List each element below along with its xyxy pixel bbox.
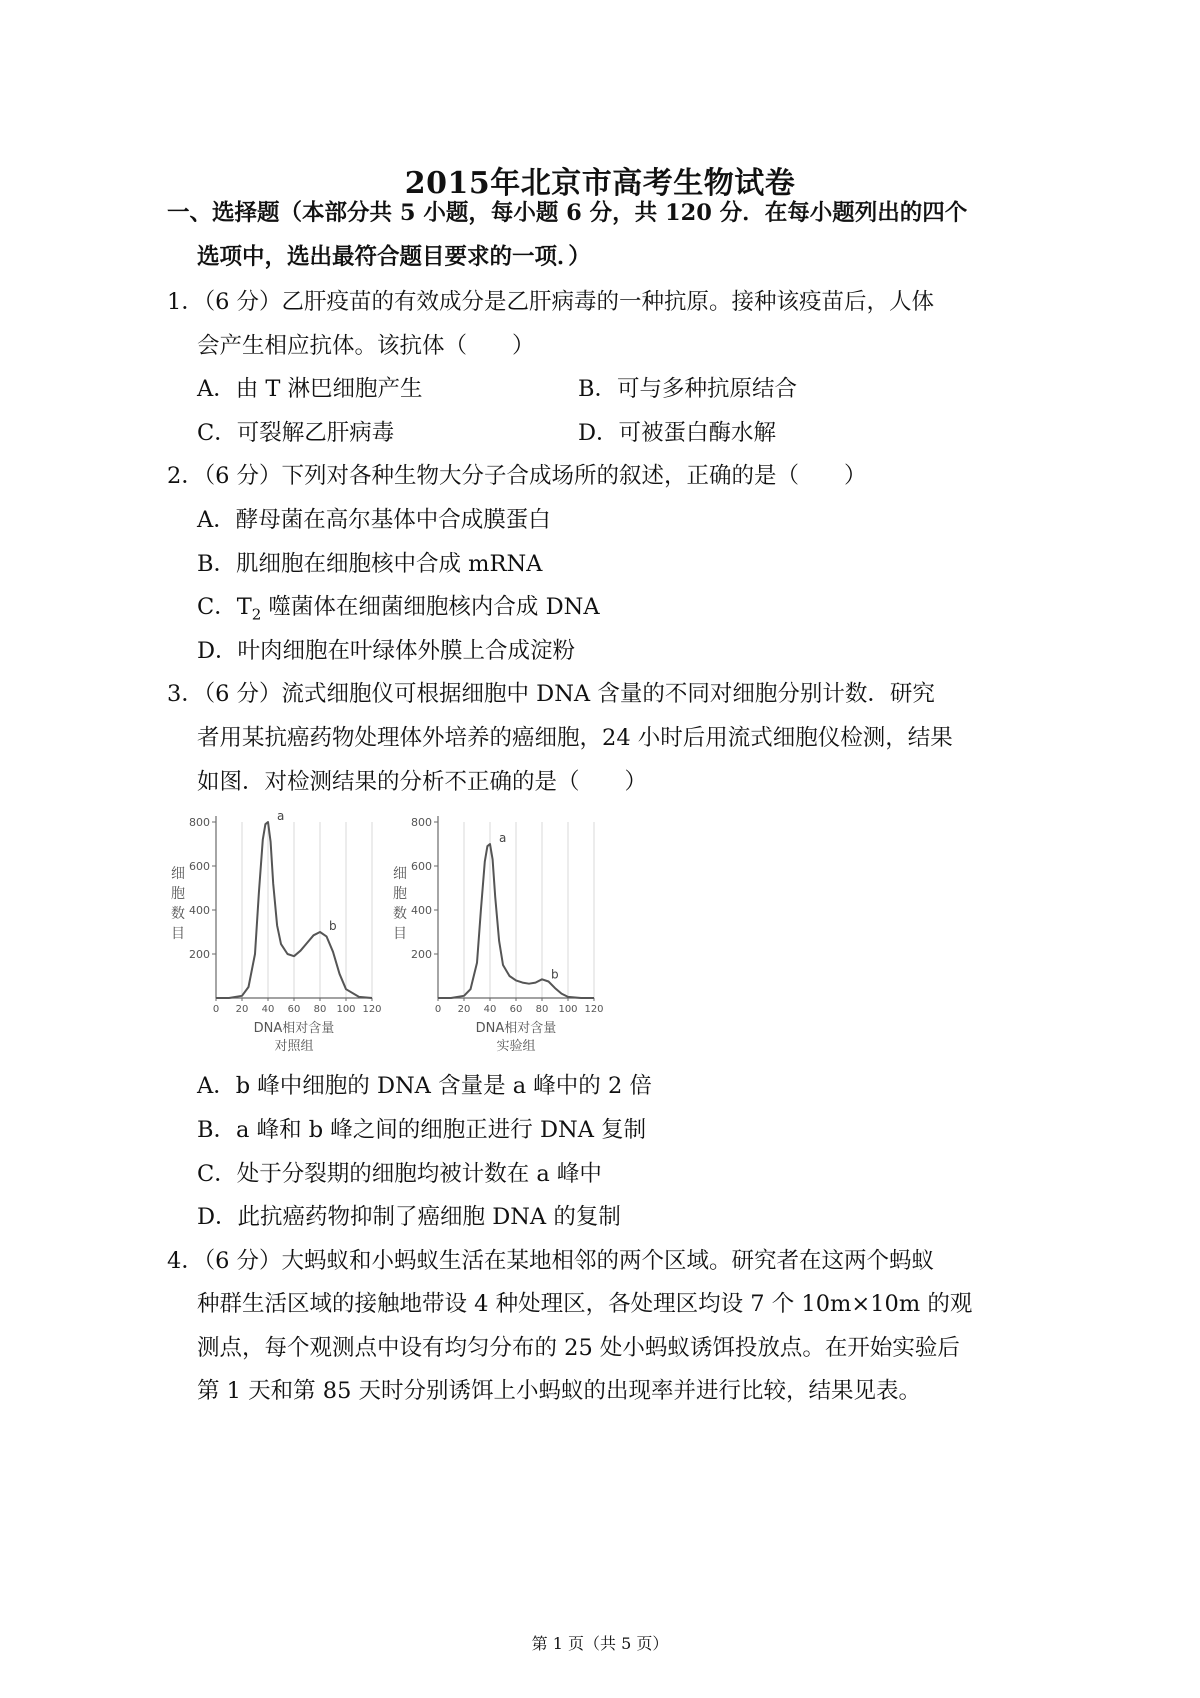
chart-title: 实验组 [496, 1039, 536, 1052]
q2-option-c-text: 噬菌体在细菌细胞核内合成 DNA [261, 594, 600, 620]
x-tick-label: 20 [457, 1004, 471, 1015]
x-tick-label: 60 [509, 1004, 523, 1015]
y-tick-label: 600 [411, 860, 432, 873]
q1-stem-cont: 会产生相应抗体。该抗体（ ） [197, 333, 535, 359]
q4-stem-cont: 种群生活区域的接触地带设 4 种处理区，各处理区均设 7 个 10m×10m 的观 [197, 1291, 973, 1317]
y-axis-label-char: 胞 [171, 886, 185, 902]
page-title: 2015年北京市高考生物试卷 [404, 166, 796, 201]
q3-option-b: B．a 峰和 b 峰之间的细胞正进行 DNA 复制 [197, 1117, 647, 1143]
y-axis-label-char: 细 [393, 866, 407, 882]
y-tick-label: 400 [189, 904, 210, 917]
q2-option-c-prefix: C．T [197, 594, 252, 620]
x-tick-label: 0 [212, 1004, 220, 1015]
q2-option-c [197, 592, 600, 630]
q3-stem-cont2: 如图．对检测结果的分析不正确的是（ ） [197, 769, 648, 795]
x-tick-label: 60 [287, 1004, 301, 1015]
y-axis-label-char: 目 [393, 926, 407, 942]
y-axis-label-char: 数 [171, 906, 185, 922]
x-tick-label: 80 [535, 1004, 549, 1015]
y-tick-label: 400 [411, 904, 432, 917]
q2-option-b: B．肌细胞在细胞核中合成 mRNA [197, 551, 543, 577]
y-axis-label-char: 细 [171, 866, 185, 882]
q3-option-a: A．b 峰中细胞的 DNA 含量是 a 峰中的 2 倍 [197, 1073, 652, 1099]
q3-option-d: D．此抗癌药物抑制了癌细胞 DNA 的复制 [197, 1204, 621, 1230]
q1-option-b: B．可与多种抗原结合 [578, 376, 798, 402]
y-tick-label: 200 [189, 948, 210, 961]
q1-option-a: A．由 T 淋巴细胞产生 [197, 376, 423, 402]
x-axis-label: DNA相对含量 [475, 1021, 557, 1036]
y-tick-label: 600 [189, 860, 210, 873]
q2-option-c-subscript: 2 [251, 605, 262, 624]
x-axis-label: DNA相对含量 [253, 1021, 335, 1036]
chart-title: 对照组 [274, 1039, 314, 1052]
x-tick-label: 20 [235, 1004, 249, 1015]
peak-label: a [277, 812, 285, 823]
section-heading: 一、选择题（本部分共 5 小题，每小题 6 分，共 120 分．在每小题列出的四个 [167, 200, 968, 226]
x-tick-label: 100 [336, 1004, 356, 1015]
q3-option-c: C．处于分裂期的细胞均被计数在 a 峰中 [197, 1161, 602, 1187]
y-axis-label-char: 胞 [393, 886, 407, 902]
q2-stem: 2．（6 分）下列对各种生物大分子合成场所的叙述，正确的是（ ） [167, 463, 867, 489]
q1-option-c: C．可裂解乙肝病毒 [197, 420, 395, 446]
x-tick-label: 120 [584, 1004, 604, 1015]
x-tick-label: 40 [483, 1004, 497, 1015]
y-axis-label-char: 数 [393, 906, 407, 922]
peak-label: a [499, 831, 507, 845]
section-heading-cont: 选项中，选出最符合题目要求的一项．） [197, 244, 591, 270]
histogram-experiment-svg [384, 812, 604, 1052]
q4-stem-cont2: 测点，每个观测点中设有均匀分布的 25 处小蚂蚁诱饵投放点。在开始实验后 [197, 1335, 960, 1361]
x-tick-label: 120 [362, 1004, 382, 1015]
x-tick-label: 100 [558, 1004, 578, 1015]
dna-histogram-experiment [384, 812, 604, 1052]
peak-label: b [551, 967, 559, 982]
q4-stem-cont3: 第 1 天和第 85 天时分别诱饵上小蚂蚁的出现率并进行比较，结果见表。 [197, 1378, 922, 1404]
q1-option-d: D．可被蛋白酶水解 [578, 420, 777, 446]
q2-option-a: A．酵母菌在高尔基体中合成膜蛋白 [197, 507, 551, 533]
histogram-control-svg [162, 812, 382, 1052]
y-axis-label-char: 目 [171, 926, 185, 942]
x-tick-label: 80 [313, 1004, 327, 1015]
q3-stem-cont: 者用某抗癌药物处理体外培养的癌细胞，24 小时后用流式细胞仪检测，结果 [197, 725, 953, 751]
q2-option-d: D．叶肉细胞在叶绿体外膜上合成淀粉 [197, 638, 576, 664]
q1-stem: 1．（6 分）乙肝疫苗的有效成分是乙肝病毒的一种抗原。接种该疫苗后，人体 [167, 289, 935, 315]
page-footer: 第 1 页（共 5 页） [531, 1634, 669, 1653]
dna-histogram-control [162, 812, 382, 1052]
y-tick-label: 800 [411, 816, 432, 829]
q3-stem: 3．（6 分）流式细胞仪可根据细胞中 DNA 含量的不同对细胞分别计数．研究 [167, 681, 935, 707]
x-tick-label: 0 [434, 1004, 442, 1015]
y-tick-label: 200 [411, 948, 432, 961]
peak-label: b [329, 919, 337, 933]
x-tick-label: 40 [261, 1004, 275, 1015]
q4-stem: 4．（6 分）大蚂蚁和小蚂蚁生活在某地相邻的两个区域。研究者在这两个蚂蚁 [167, 1248, 935, 1274]
y-tick-label: 800 [189, 816, 210, 829]
